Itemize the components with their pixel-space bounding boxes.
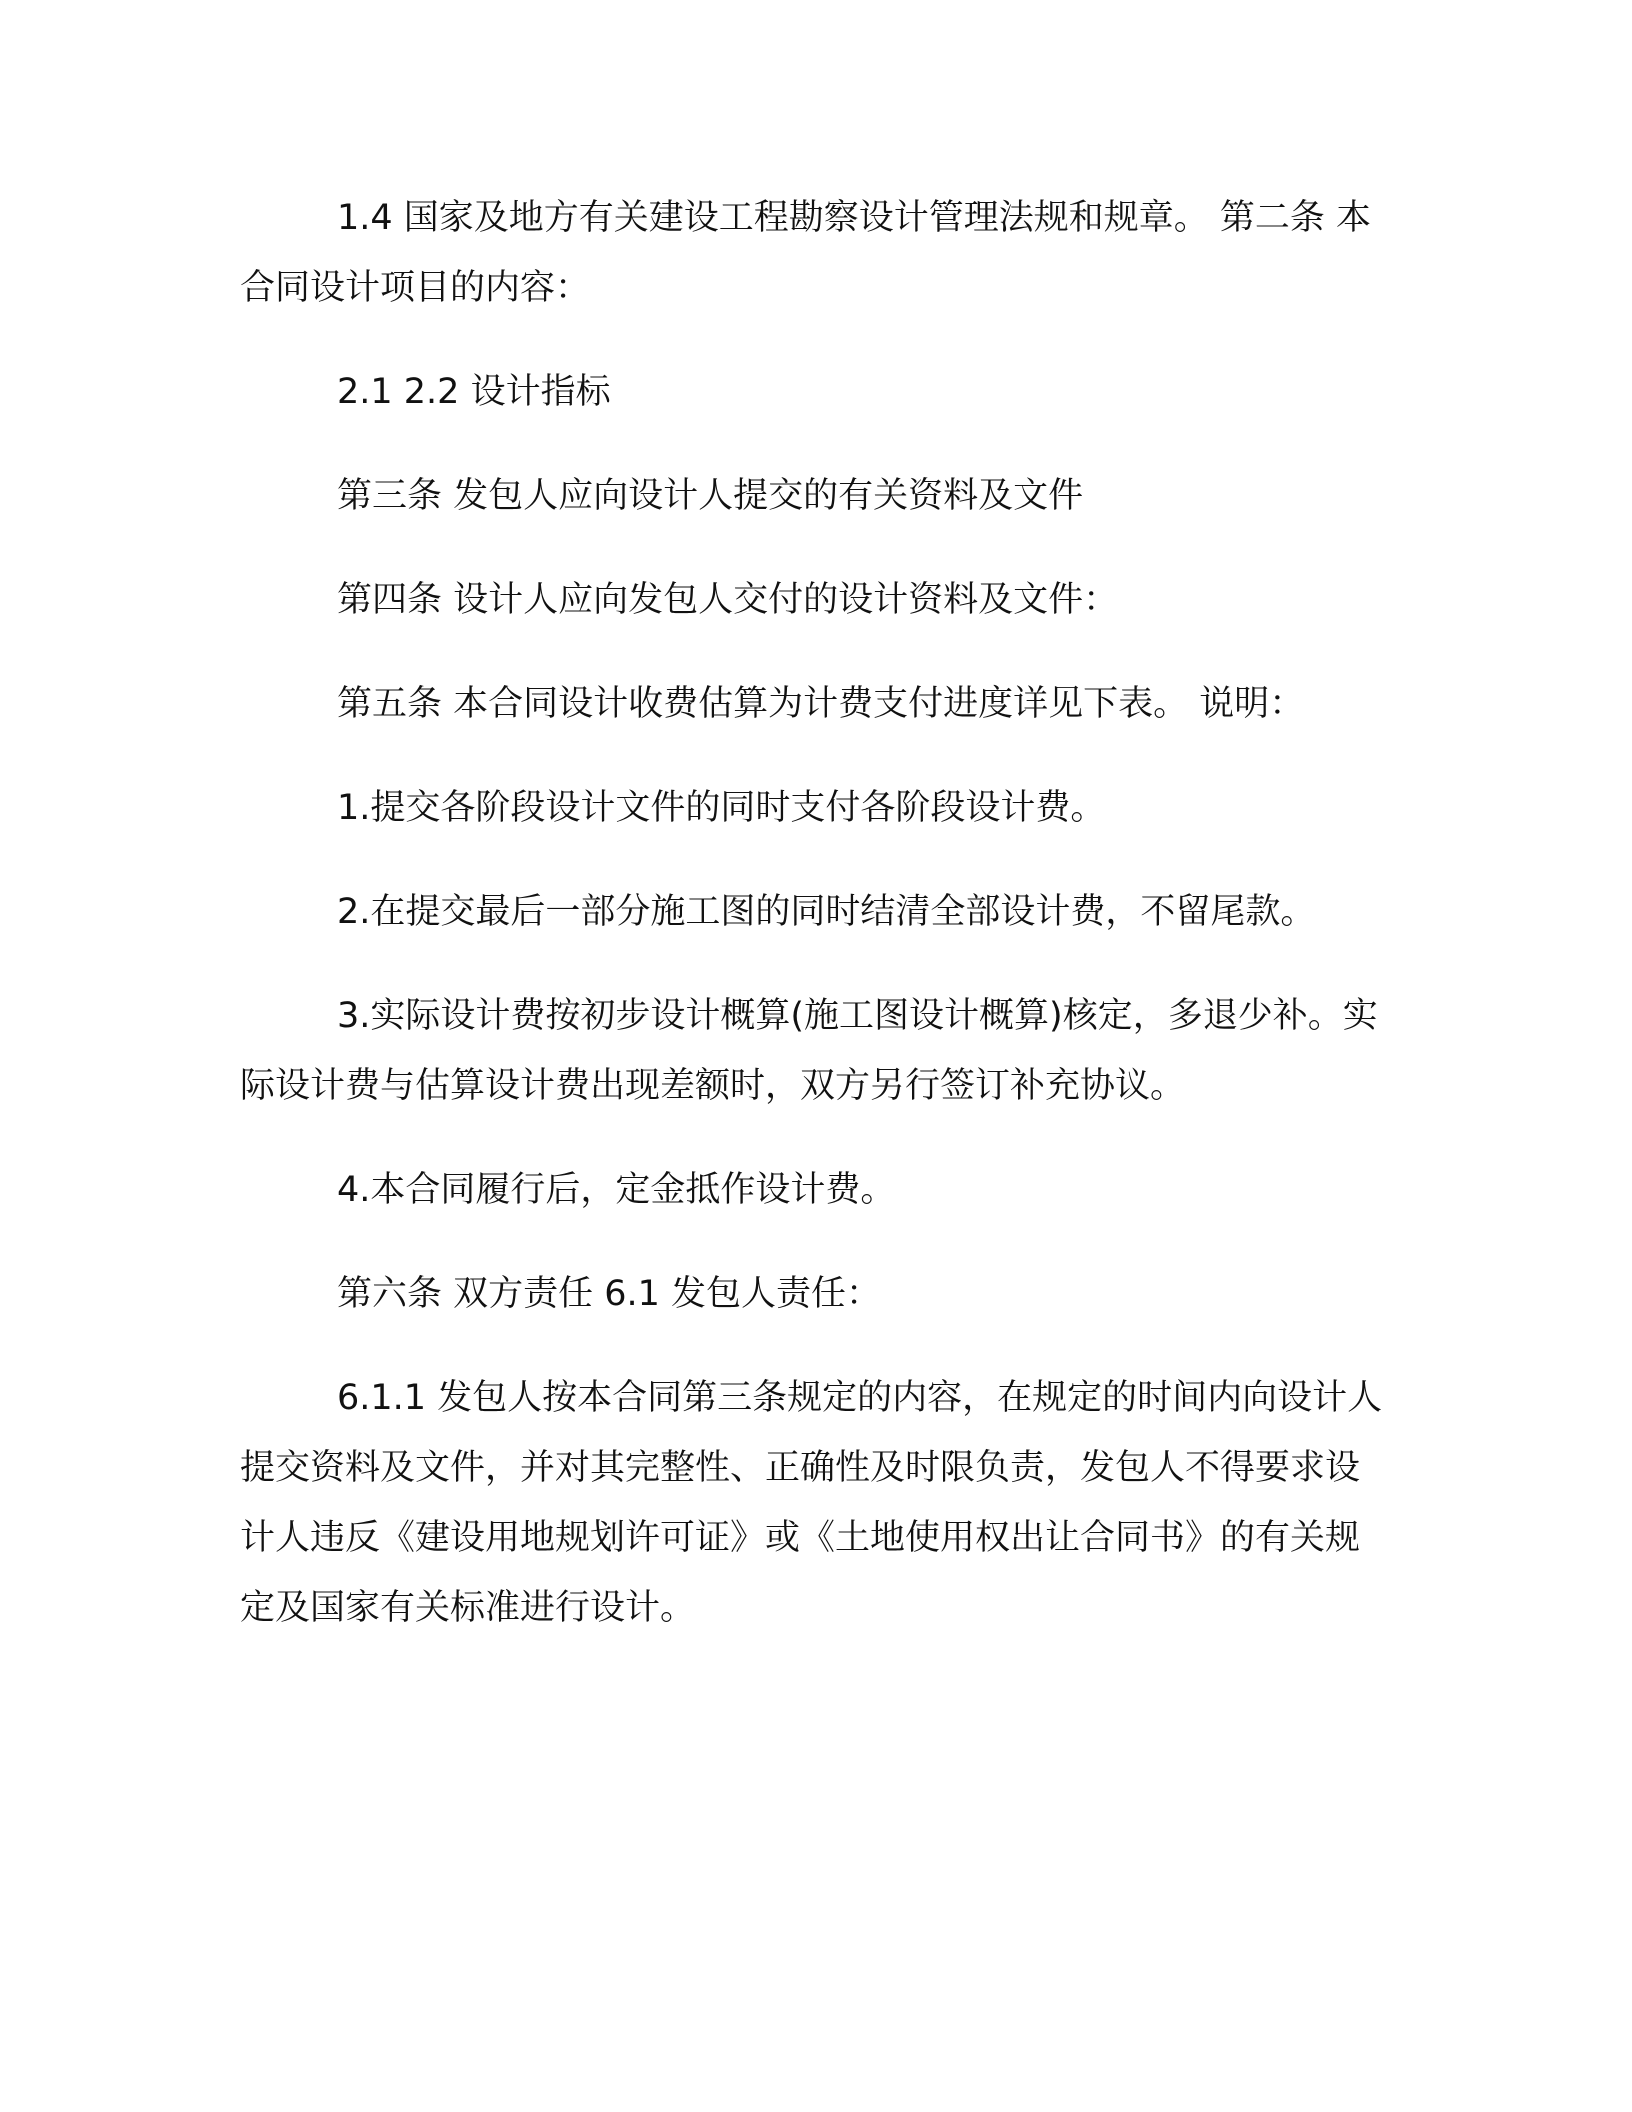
paragraph-clause-1-4: 1.4 国家及地方有关建设工程勘察设计管理法规和规章。 第二条 本合同设计项目的内容： [240, 198, 1372, 308]
paragraph-article-4: 第四条 设计人应向发包人交付的设计资料及文件： [337, 580, 1119, 620]
paragraph-clause-6-1-1: 6.1.1 发包人按本合同第三条规定的内容，在规定的时间内向设计人提交资料及文件，并对其完整性、正确性及时限负责，发包人不得要求设计人违反《建设用地规划许可证》或《土地使用权出让合同书》的有关规定及国家有关标准进行设计。 [240, 1378, 1383, 1628]
paragraph-article-6: 第六条 双方责任 6.1 发包人责任： [337, 1274, 882, 1314]
document-body [240, 183, 1392, 1677]
paragraph-note-3: 3.实际设计费按初步设计概算(施工图设计概算)核定，多退少补。实际设计费与估算设计费出现差额时，双方另行签订补充协议。 [240, 996, 1378, 1106]
paragraph-clause-2-1: 2.1 2.2 设计指标 [337, 372, 611, 412]
paragraph-article-3: 第三条 发包人应向设计人提交的有关资料及文件 [337, 476, 1084, 516]
paragraph-note-2: 2.在提交最后一部分施工图的同时结清全部设计费，不留尾款。 [337, 892, 1316, 932]
paragraph-note-4: 4.本合同履行后，定金抵作设计费。 [337, 1170, 896, 1210]
paragraph-note-1: 1.提交各阶段设计文件的同时支付各阶段设计费。 [337, 788, 1106, 828]
paragraph-article-5: 第五条 本合同设计收费估算为计费支付进度详见下表。 说明： [337, 684, 1305, 724]
